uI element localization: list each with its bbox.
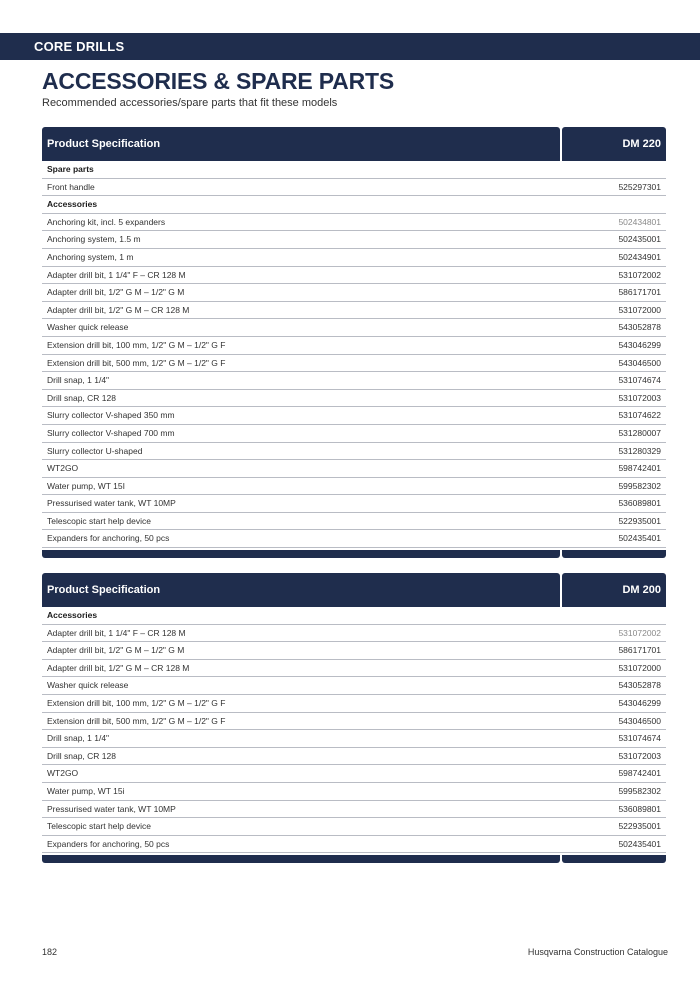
part-number: 531072003 xyxy=(618,392,661,403)
category-row xyxy=(42,196,666,214)
part-name: WT2GO xyxy=(47,768,79,779)
header-model-label: DM 200 xyxy=(622,584,661,596)
part-name: Adapter drill bit, 1/2" G M – 1/2" G M xyxy=(47,287,185,298)
part-name: Front handle xyxy=(47,181,95,192)
table-header xyxy=(42,573,666,607)
footer-bar-left xyxy=(42,550,560,558)
part-name: Expanders for anchoring, 50 pcs xyxy=(47,533,170,544)
table-row xyxy=(42,713,666,731)
part-number: 536089801 xyxy=(618,498,661,509)
table-header xyxy=(42,127,666,161)
table-row xyxy=(42,407,666,425)
table-row xyxy=(42,530,666,548)
header-right-cell xyxy=(562,573,666,607)
part-number: 531074622 xyxy=(618,410,661,421)
table-row xyxy=(42,231,666,249)
table-row xyxy=(42,783,666,801)
table-row xyxy=(42,730,666,748)
part-name: Drill snap, CR 128 xyxy=(47,750,116,761)
part-number: 502435001 xyxy=(618,234,661,245)
part-name: WT2GO xyxy=(47,463,79,474)
part-number: 531072003 xyxy=(618,750,661,761)
table-row xyxy=(42,478,666,496)
table-row xyxy=(42,355,666,373)
part-name: Expanders for anchoring, 50 pcs xyxy=(47,838,170,849)
part-number: 543046500 xyxy=(618,715,661,726)
part-number: 598742401 xyxy=(618,768,661,779)
category-row xyxy=(42,161,666,179)
part-name: Adapter drill bit, 1 1/4" F – CR 128 M xyxy=(47,627,186,638)
part-name: Anchoring system, 1 m xyxy=(47,251,134,262)
table-row xyxy=(42,836,666,854)
part-number: 586171701 xyxy=(618,645,661,656)
part-name: Drill snap, 1 1/4" xyxy=(47,375,110,386)
part-name: Drill snap, CR 128 xyxy=(47,392,116,403)
part-name: Adapter drill bit, 1/2" G M – 1/2" G M xyxy=(47,645,185,656)
page-title: ACCESSORIES & SPARE PARTS xyxy=(42,68,394,94)
header-model-label: DM 220 xyxy=(622,138,661,150)
table-footer-bar xyxy=(42,855,666,863)
category-label: Accessories xyxy=(47,610,98,620)
table-row xyxy=(42,460,666,478)
table-row xyxy=(42,818,666,836)
part-name: Extension drill bit, 100 mm, 1/2" G M – 1/2" G F xyxy=(47,697,226,708)
part-number: 599582302 xyxy=(618,480,661,491)
part-name: Drill snap, 1 1/4" xyxy=(47,733,110,744)
header-left-label: Product Specification xyxy=(47,584,161,596)
part-name: Adapter drill bit, 1/2" G M – CR 128 M xyxy=(47,662,190,673)
table-row xyxy=(42,677,666,695)
part-number: 586171701 xyxy=(618,287,661,298)
part-name: Extension drill bit, 100 mm, 1/2" G M – 1/2" G F xyxy=(47,339,226,350)
table-row xyxy=(42,319,666,337)
category-label: Spare parts xyxy=(47,164,94,174)
part-number: 543046299 xyxy=(618,697,661,708)
footer-bar-right xyxy=(562,855,666,863)
part-name: Pressurised water tank, WT 10MP xyxy=(47,803,176,814)
table-row xyxy=(42,513,666,531)
table-row xyxy=(42,443,666,461)
part-name: Pressurised water tank, WT 10MP xyxy=(47,498,176,509)
part-name: Adapter drill bit, 1 1/4" F – CR 128 M xyxy=(47,269,186,280)
part-number: 502434901 xyxy=(618,251,661,262)
part-number: 502435401 xyxy=(618,533,661,544)
table-body xyxy=(42,607,666,853)
part-name: Anchoring system, 1.5 m xyxy=(47,234,141,245)
part-name: Adapter drill bit, 1/2" G M – CR 128 M xyxy=(47,304,190,315)
table-row xyxy=(42,695,666,713)
part-name: Telescopic start help device xyxy=(47,821,151,832)
table-row xyxy=(42,660,666,678)
page-subtitle: Recommended accessories/spare parts that fit these models xyxy=(42,97,338,109)
part-number: 531072000 xyxy=(618,304,661,315)
table-row xyxy=(42,267,666,285)
part-name: Slurry collector U-shaped xyxy=(47,445,143,456)
part-name: Extension drill bit, 500 mm, 1/2" G M – 1/2" G F xyxy=(47,357,226,368)
footer-bar-right xyxy=(562,550,666,558)
part-number: 543046299 xyxy=(618,339,661,350)
part-number: 531072000 xyxy=(618,662,661,673)
table-row xyxy=(42,495,666,513)
part-number: 531074674 xyxy=(618,375,661,386)
section-bar xyxy=(0,33,700,60)
part-number: 531072002 xyxy=(618,269,661,280)
header-left-cell xyxy=(42,127,560,161)
catalogue-name: Husqvarna Construction Catalogue xyxy=(527,947,668,957)
part-number: 543046500 xyxy=(618,357,661,368)
table-row xyxy=(42,179,666,197)
part-number: 531280007 xyxy=(618,427,661,438)
part-name: Telescopic start help device xyxy=(47,515,151,526)
part-number: 531072002 xyxy=(618,627,661,638)
part-name: Anchoring kit, incl. 5 expanders xyxy=(47,216,166,227)
spec-table-dm220 xyxy=(42,127,666,558)
table-row xyxy=(42,625,666,643)
header-left-cell xyxy=(42,573,560,607)
table-row xyxy=(42,249,666,267)
part-number: 531280329 xyxy=(618,445,661,456)
category-row xyxy=(42,607,666,625)
part-number: 502435401 xyxy=(618,838,661,849)
part-number: 531074674 xyxy=(618,733,661,744)
part-number: 522935001 xyxy=(618,515,661,526)
table-row xyxy=(42,748,666,766)
part-name: Washer quick release xyxy=(47,322,129,333)
part-name: Water pump, WT 15I xyxy=(47,480,125,491)
page-number: 182 xyxy=(42,947,58,957)
table-row xyxy=(42,390,666,408)
header-left-label: Product Specification xyxy=(47,138,161,150)
part-name: Extension drill bit, 500 mm, 1/2" G M – 1/2" G F xyxy=(47,715,226,726)
part-number: 543052878 xyxy=(618,322,661,333)
section-label: CORE DRILLS xyxy=(34,39,125,54)
table-footer-bar xyxy=(42,550,666,558)
part-number: 599582302 xyxy=(618,785,661,796)
table-row xyxy=(42,801,666,819)
table-row xyxy=(42,642,666,660)
part-number: 502434801 xyxy=(618,216,661,227)
table-row xyxy=(42,302,666,320)
part-name: Water pump, WT 15i xyxy=(47,785,125,796)
part-name: Slurry collector V-shaped 350 mm xyxy=(47,410,175,421)
part-number: 543052878 xyxy=(618,680,661,691)
table-body xyxy=(42,161,666,548)
part-number: 525297301 xyxy=(618,181,661,192)
table-row xyxy=(42,337,666,355)
table-row xyxy=(42,214,666,232)
part-number: 598742401 xyxy=(618,463,661,474)
footer-bar-left xyxy=(42,855,560,863)
spec-table-dm200 xyxy=(42,573,666,863)
part-name: Slurry collector V-shaped 700 mm xyxy=(47,427,175,438)
table-row xyxy=(42,425,666,443)
category-label: Accessories xyxy=(47,199,98,210)
header-right-cell xyxy=(562,127,666,161)
part-number: 536089801 xyxy=(618,803,661,814)
table-row xyxy=(42,372,666,390)
part-name: Washer quick release xyxy=(47,680,129,691)
table-row xyxy=(42,765,666,783)
part-number: 522935001 xyxy=(618,821,661,832)
table-row xyxy=(42,284,666,302)
